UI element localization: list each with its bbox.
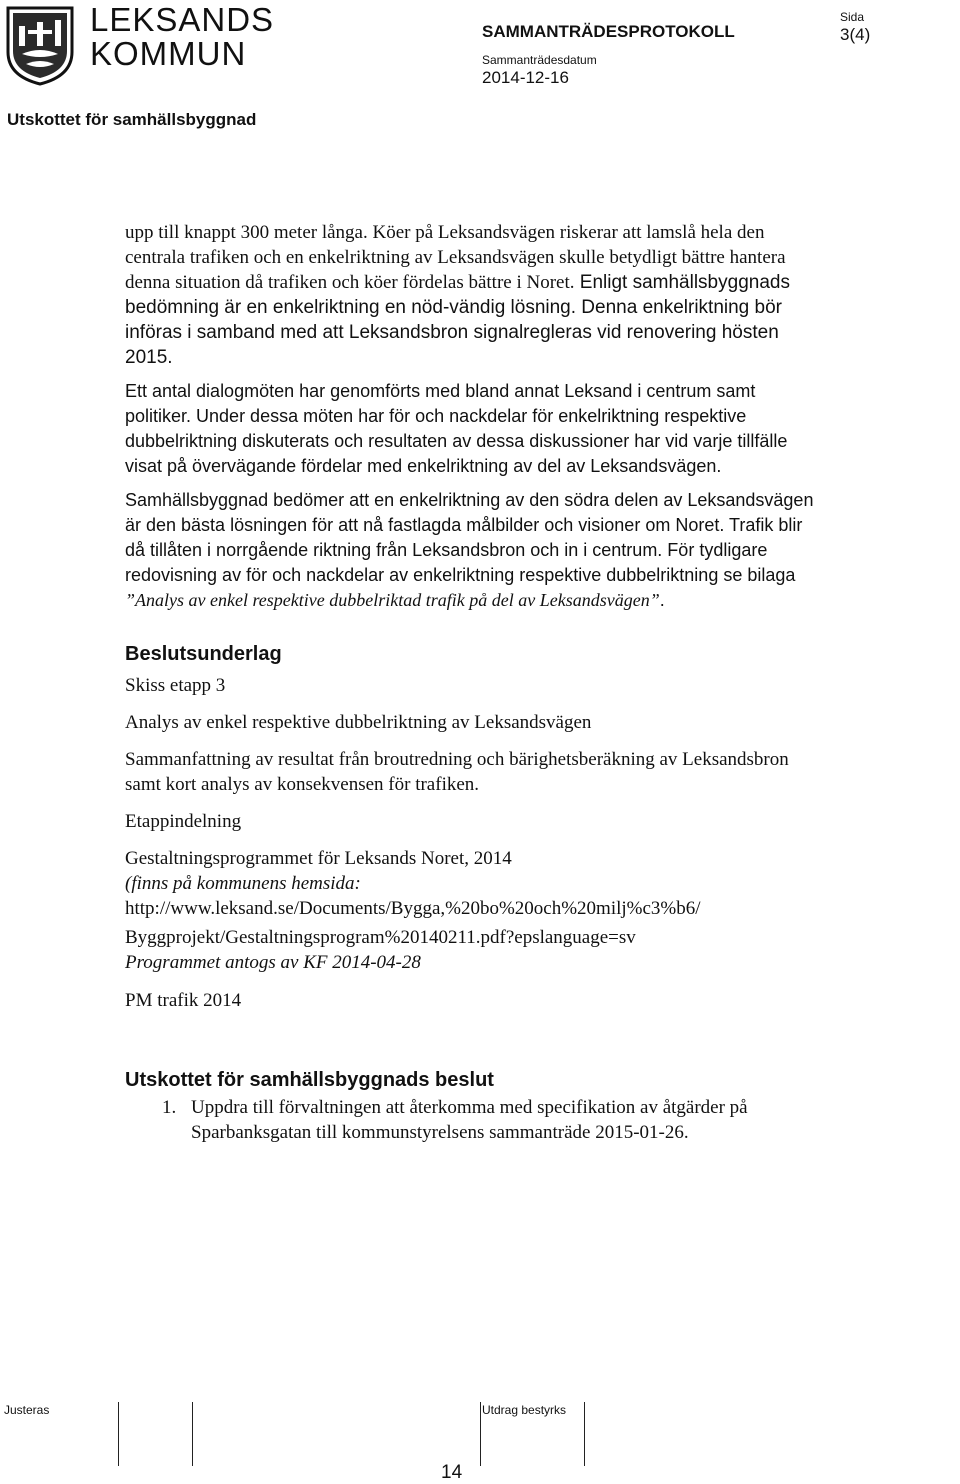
signature-box-divider — [192, 1402, 193, 1466]
body-paragraph-1-part-c: Denna enkelriktning bör införas i samband med att Leksandsbron signalregleras vid renovering hösten 2015. — [125, 297, 782, 368]
section-heading-decision: Utskottet för samhällsbyggnads beslut — [125, 1069, 494, 1091]
basis-item: Gestaltningsprogrammet för Leksands Noret, 2014 — [125, 848, 512, 869]
document-type: SAMMANTRÄDESPROTOKOLL — [482, 22, 735, 41]
attachment-reference: ”Analys av enkel respektive dubbelriktad trafik på del av Leksandsvägen” — [125, 590, 660, 610]
page-indicator: 3(4) — [840, 25, 871, 44]
section-heading-beslutsunderlag: Beslutsunderlag — [125, 643, 282, 665]
organization-name-line1: LEKSANDS — [90, 1, 275, 38]
footer-utdrag-label: Utdrag bestyrks — [482, 1403, 567, 1417]
body-paragraph-3-text: Samhällsbyggnad bedömer att en enkelriktning av den södra delen av Leksandsvägen är den bästa lösningen för att nå fastlagda målbilder och visioner om Noret. Trafik blir då tillåten i norrgående riktning från Leksandsbron och in i centrum. För tydligare redovisning av för och nackdelar av enkelriktning respektive dubbelriktning se bilaga — [125, 490, 814, 585]
decision-item-text: Uppdra till förvaltningen att återkomma med specifikation av åtgärder på Sparbanksgatan till kommunstyrelsens sammanträde 2015-01-26. — [191, 1097, 748, 1143]
signature-box-divider — [480, 1402, 481, 1466]
document-body — [125, 220, 825, 1145]
committee-name: Utskottet för samhällsbyggnad — [7, 110, 257, 129]
signature-box-divider — [118, 1402, 119, 1466]
footer-justeras-label: Justeras — [4, 1403, 50, 1417]
basis-item: Analys av enkel respektive dubbelriktning av Leksandsvägen — [125, 712, 592, 733]
page-label: Sida — [840, 10, 865, 24]
decision-item-number: 1. — [162, 1097, 177, 1118]
program-url-line-1: http://www.leksand.se/Documents/Bygga,%20bo%20och%20milj%c3%b6/ — [125, 898, 701, 919]
basis-item: Skiss etapp 3 — [125, 675, 226, 696]
basis-item: Sammanfattning av resultat från broutredning och bärighetsberäkning av Leksandsbron samt kort analys av konsekvensen för trafiken. — [125, 749, 789, 795]
basis-item: PM trafik 2014 — [125, 990, 242, 1011]
body-paragraph-1-part-a: upp till knappt 300 meter långa. Köer på Leksandsvägen riskerar att lamslå hela den centrala trafiken och en enkelriktning av Leksandsvägen skulle betydligt bättre hantera denna situation då trafiken och köer fördelas bättre i Noret. — [125, 222, 786, 293]
body-paragraph-1-part-b: Enligt samhällsbyggnads bedömning är en enkelriktning en nöd-vändig lösning. — [125, 272, 790, 318]
signature-box-divider — [584, 1402, 585, 1466]
meeting-date-label: Sammanträdesdatum — [482, 53, 597, 67]
body-paragraph-2: Ett antal dialogmöten har genomförts med bland annat Leksand i centrum samt politiker. Under dessa möten har för och nackdelar för enkelriktning respektive dubbelriktning diskuterats och resultaten av dessa diskussioner har vid varje tillfälle visat på övervägande fördelar med enkelriktning av del av Leksandsvägen. — [125, 381, 788, 476]
basis-item: Etappindelning — [125, 811, 242, 832]
body-paragraph-3 — [125, 488, 825, 613]
organization-name-line2: KOMMUN — [90, 35, 247, 72]
website-note: (finns på kommunens hemsida: — [125, 873, 361, 894]
coat-of-arms-icon — [6, 2, 74, 86]
body-paragraph-3-end: . — [659, 590, 665, 610]
body-paragraph-1 — [125, 220, 825, 370]
decision-item — [162, 1095, 825, 1145]
page-number: 14 — [441, 1462, 463, 1483]
meeting-date: 2014-12-16 — [482, 68, 569, 87]
adoption-note: Programmet antogs av KF 2014-04-28 — [125, 952, 421, 973]
program-url-line-2: Byggprojekt/Gestaltningsprogram%20140211.pdf?epslanguage=sv — [125, 927, 636, 948]
